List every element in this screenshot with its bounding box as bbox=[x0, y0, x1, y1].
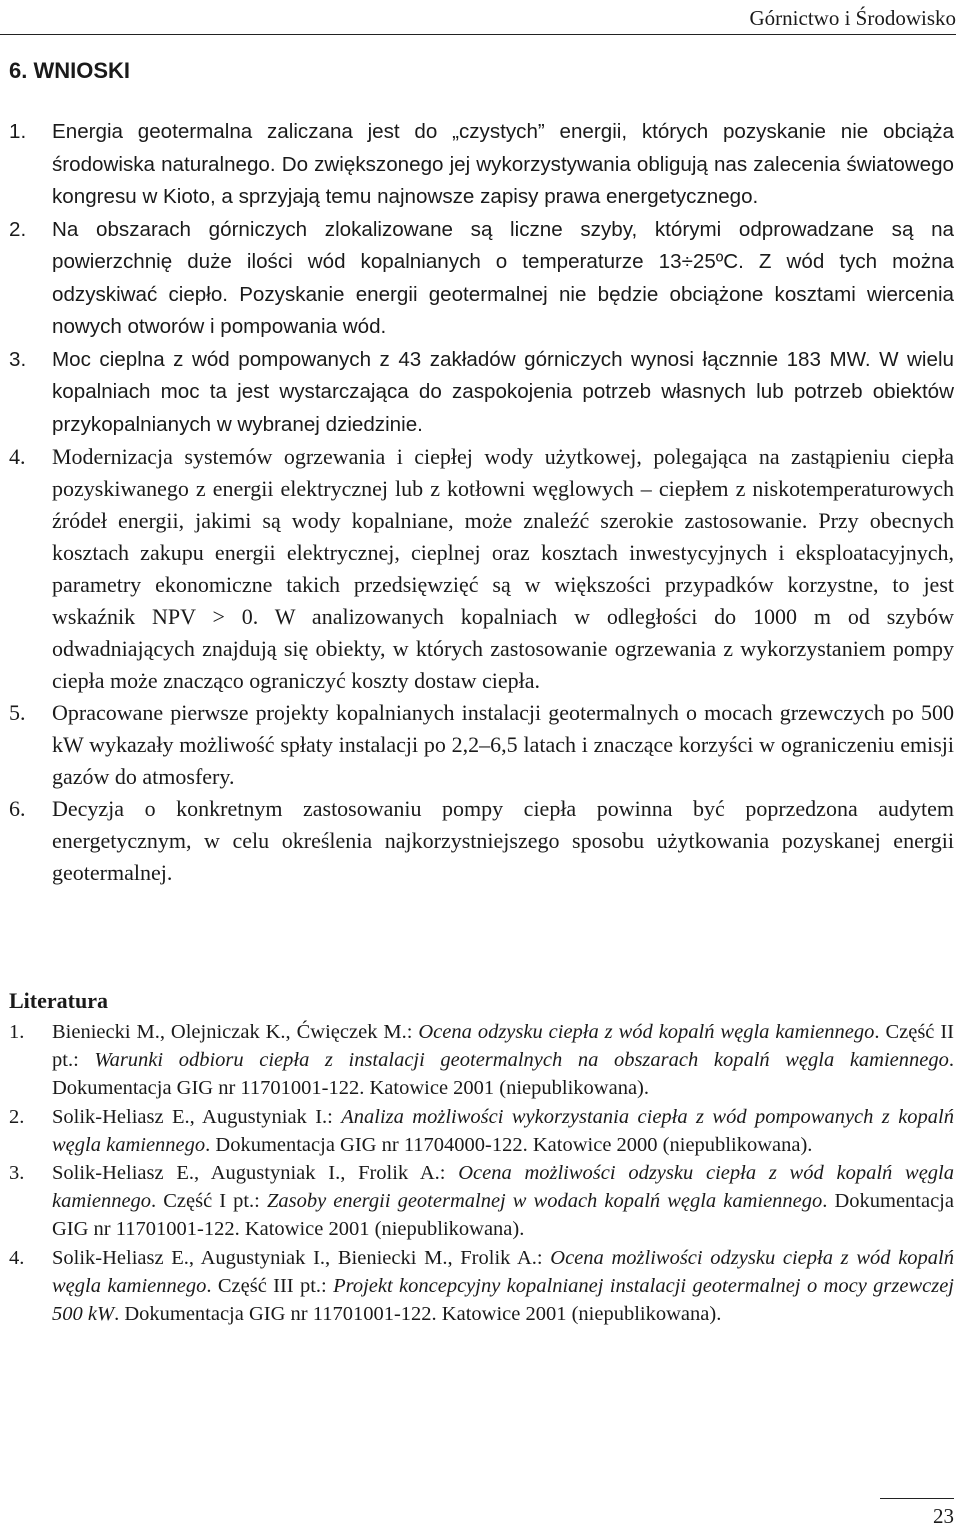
item-text: Moc cieplna z wód pompowanych z 43 zakładów górniczych wynosi łącznnie 183 MW. W wielu kopalniach moc ta jest wystarczająca do zaspokojenia potrzeb własnych lub potrzeb obiektów przykopalnianych w wybranej dziedzinie. bbox=[52, 347, 954, 436]
conclusions-list bbox=[9, 116, 954, 889]
reference-authors: Solik-Heliasz E., Augustyniak I., Bieniecki M., Frolik A.: bbox=[52, 1246, 551, 1269]
reference-authors: Solik-Heliasz E., Augustyniak I., Frolik A.: bbox=[52, 1162, 459, 1185]
reference-item bbox=[9, 1244, 954, 1329]
item-number: 1. bbox=[9, 120, 27, 143]
reference-source: . Dokumentacja GIG nr 11704000-122. Katowice 2000 (niepublikowana). bbox=[205, 1133, 813, 1156]
reference-subtitle: Warunki odbioru ciepła z instalacji geotermalnych na obszarach kopalń węgla kamiennego bbox=[94, 1049, 949, 1072]
conclusion-item bbox=[9, 116, 954, 214]
reference-authors: Bieniecki M., Olejniczak K., Ćwięczek M.: bbox=[52, 1021, 419, 1043]
reference-item bbox=[9, 1018, 954, 1103]
journal-title: Górnictwo i Środowisko bbox=[749, 6, 956, 30]
item-number: 2. bbox=[9, 217, 27, 241]
page-footer bbox=[880, 1498, 954, 1528]
section-heading: 6. WNIOSKI bbox=[9, 58, 131, 83]
conclusion-item bbox=[9, 793, 954, 889]
reference-subtitle: Projekt koncepcyjny kopalnianej instalacji geotermalnej o mocy grzewczej 500 kW bbox=[52, 1274, 954, 1326]
item-text: Energia geotermalna zaliczana jest do „czystych” energii, których pozyskanie nie obciąża środowiska naturalnego. Do zwiększonego jej wykorzystywania obligują nas zalecenia światowego kongresu w Kioto, a sprzyjają temu najnowsze zapisy prawa energetycznego. bbox=[52, 120, 954, 208]
page-number: 23 bbox=[933, 1504, 954, 1528]
literature-heading: Literatura bbox=[9, 988, 108, 1013]
footer-rule bbox=[880, 1498, 954, 1499]
item-text: Decyzja o konkretnym zastosowaniu pompy ciepła powinna być poprzedzona audytem energetycznym, w celu określenia najkorzystniejszego sposobu użytkowania pozyskanej energii geotermalnej. bbox=[52, 796, 954, 885]
conclusion-item bbox=[9, 697, 954, 793]
reference-title: Ocena odzysku ciepła z wód kopalń węgla kamiennego bbox=[418, 1021, 875, 1043]
reference-item bbox=[9, 1159, 954, 1244]
conclusion-item bbox=[9, 441, 954, 697]
item-text: Modernizacja systemów ogrzewania i ciepłej wody użytkowej, polegająca na zastąpieniu ciepła pozyskiwanego z energii elektrycznej lub z kotłowni węglowych – ciepłem z niskotemperaturowych źródeł energii, jakimi są wody kopalniane, może znaleźć szerokie zastosowanie. Przy obecnych kosztach zakupu energii elektrycznej, cieplnej oraz kosztach inwestycyjnych i eksploatacyjnych, parametry ekonomiczne takich przedsięwzięć są w większości przypadków korzystne, to jest wskaźnik NPV > 0. W analizowanych kopalniach w odległości do 1000 m od szybów odwadniających znajdują się obiekty, w których zastosowanie ogrzewania z wykorzystaniem pompy ciepła może znacząco ograniczyć koszty dostaw ciepła. bbox=[52, 444, 954, 693]
reference-title: Analiza możliwości wykorzystania ciepła z wód pompowanych z kopalń węgla kamiennego bbox=[52, 1105, 954, 1156]
reference-part: . Część II pt.: bbox=[52, 1021, 954, 1072]
reference-item bbox=[9, 1103, 954, 1159]
reference-source: . Dokumentacja GIG nr 11701001-122. Katowice 2001 (niepublikowana). bbox=[114, 1303, 722, 1326]
conclusion-item bbox=[9, 214, 954, 344]
header-rule bbox=[0, 34, 956, 35]
conclusion-item bbox=[9, 344, 954, 442]
item-number: 3. bbox=[9, 347, 27, 371]
reference-number: 1. bbox=[9, 1021, 25, 1043]
reference-number: 4. bbox=[9, 1246, 25, 1269]
reference-part: . Część I pt.: bbox=[151, 1190, 267, 1213]
item-number: 5. bbox=[9, 700, 26, 725]
reference-title: Ocena możliwości odzysku ciepła z wód kopalń węgla kamiennego bbox=[52, 1246, 954, 1297]
reference-list bbox=[9, 1018, 954, 1328]
reference-authors: Solik-Heliasz E., Augustyniak I.: bbox=[52, 1105, 342, 1128]
item-text: Opracowane pierwsze projekty kopalnianych instalacji geotermalnych o mocach grzewczych po 500 kW wykazały możliwość spłaty instalacji po 2,2–6,5 latach i znaczące korzyści w ograniczeniu emisji gazów do atmosfery. bbox=[52, 700, 954, 789]
reference-number: 3. bbox=[9, 1162, 25, 1185]
reference-source: . Dokumentacja GIG nr 11701001-122. Katowice 2001 (niepublikowana). bbox=[52, 1049, 954, 1100]
reference-source: . Dokumentacja GIG nr 11701001-122. Katowice 2001 (niepublikowana). bbox=[52, 1190, 954, 1241]
reference-part: . Część III pt.: bbox=[206, 1274, 334, 1297]
item-number: 4. bbox=[9, 444, 26, 469]
reference-title: Ocena możliwości odzysku ciepła z wód kopalń węgla kamiennego bbox=[52, 1162, 954, 1213]
item-number: 6. bbox=[9, 796, 26, 821]
item-text: Na obszarach górniczych zlokalizowane są liczne szyby, którymi odprowadzane są na powierzchnię duże ilości wód kopalnianych o temperaturze 13÷25ºC. Z wód tych można odzyskiwać ciepło. Pozyskanie energii geotermalnej nie będzie obciążone kosztami wiercenia nowych otworów i pompowania wód. bbox=[52, 217, 954, 338]
reference-subtitle: Zasoby energii geotermalnej w wodach kopalń węgla kamiennego bbox=[266, 1190, 823, 1213]
reference-number: 2. bbox=[9, 1105, 25, 1128]
